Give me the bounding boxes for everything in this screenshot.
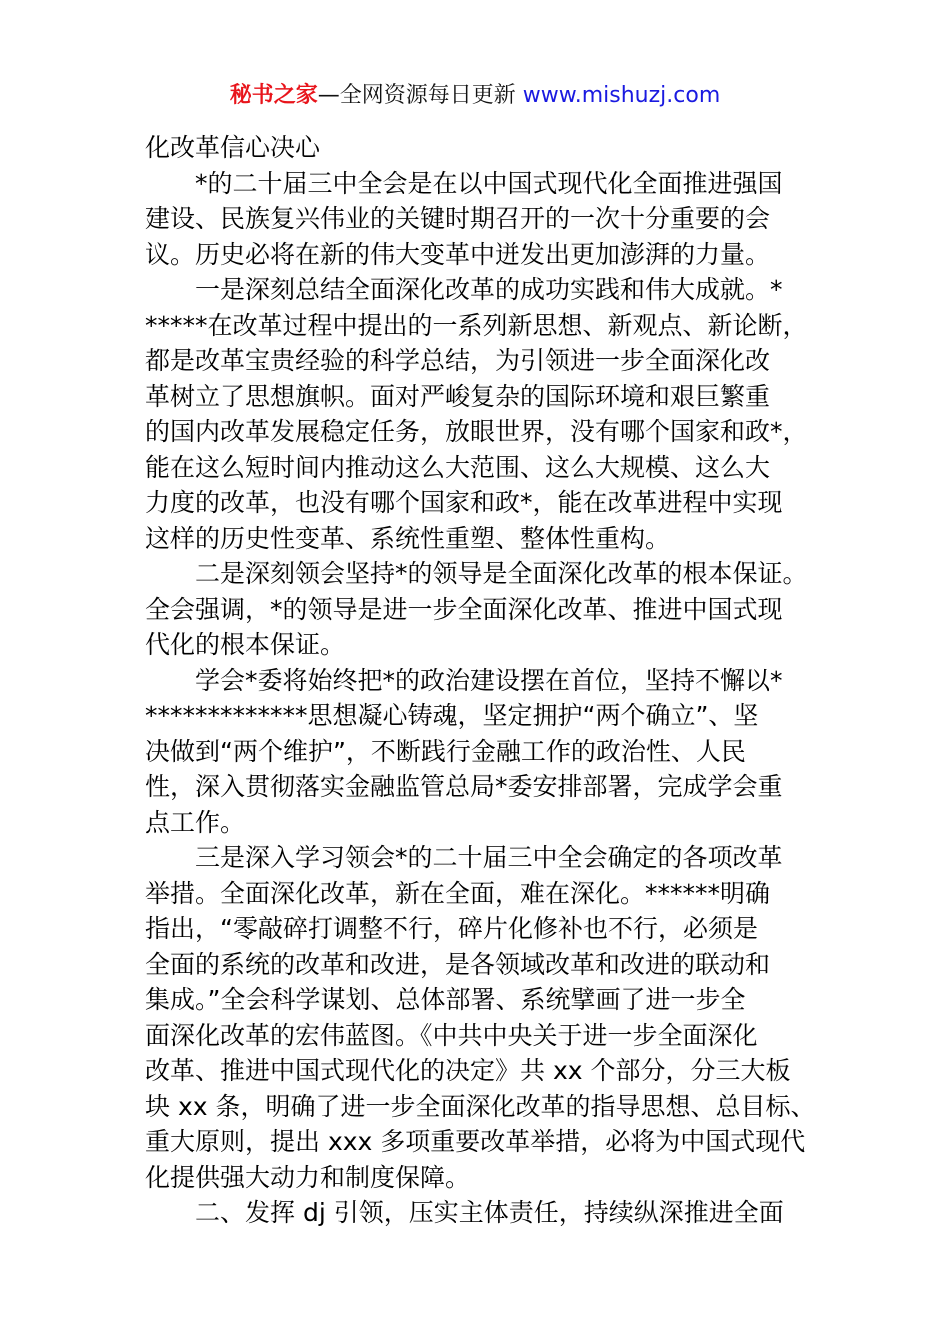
- site-tagline: —全网资源每日更新: [317, 83, 523, 108]
- text-line: 的国内改革发展稳定任务，放眼世界，没有哪个国家和政*，: [145, 417, 808, 446]
- text-line: *****在改革过程中提出的一系列新思想、新观点、新论断，: [145, 310, 808, 340]
- text-line: 集成。”全会科学谋划、总体部署、系统擘画了进一步全: [145, 985, 746, 1014]
- text-line: 块 xx 条，明确了进一步全面深化改革的指导思想、总目标、: [145, 1091, 816, 1121]
- text-line: 改革、推进中国式现代化的决定》共 xx 个部分，分三大板: [145, 1056, 791, 1085]
- paragraph-first-line: 二、发挥 dj 引领，压实主体责任，持续纵深推进全面: [195, 1198, 784, 1227]
- text-line: 性，深入贯彻落实金融监管总局*委安排部署，完成学会重: [145, 772, 783, 801]
- site-brand: 秘书之家: [229, 83, 318, 108]
- text-line: 举措。全面深化改革，新在全面，难在深化。******明确: [145, 878, 771, 908]
- text-line: 能在这么短时间内推动这么大范围、这么大规模、这么大: [145, 452, 771, 482]
- document-body: [145, 130, 816, 1231]
- text-line: 全面的系统的改革和改进，是各领域改革和改进的联动和: [145, 949, 771, 979]
- text-line: 化改革信心决心: [145, 133, 321, 162]
- text-line: 都是改革宝贵经验的科学总结，为引领进一步全面深化改: [145, 346, 771, 375]
- text-line: 代化的根本保证。: [145, 630, 346, 659]
- paragraph-first-line: 一是深刻总结全面深化改革的成功实践和伟大成就。*: [195, 275, 783, 304]
- site-url-link[interactable]: www.mishuzj.com: [522, 83, 721, 108]
- site-header: [0, 80, 950, 112]
- text-line: 革树立了思想旗帜。面对严峻复杂的国际环境和艰巨繁重: [145, 381, 771, 411]
- text-line: 力度的改革，也没有哪个国家和政*，能在改革进程中实现: [145, 488, 783, 517]
- paragraph-first-line: 二是深刻领会坚持*的领导是全面深化改革的根本保证。: [195, 559, 808, 588]
- text-line: 全会强调，*的领导是进一步全面深化改革、推进中国式现: [145, 594, 783, 624]
- text-line: 点工作。: [145, 807, 246, 837]
- text-line: 建设、民族复兴伟业的关键时期召开的一次十分重要的会: [145, 204, 771, 233]
- text-line: 化提供强大动力和制度保障。: [145, 1162, 471, 1192]
- text-line: 议。历史必将在新的伟大变革中迸发出更加澎湃的力量。: [145, 239, 771, 269]
- paragraph-first-line: 三是深入学习领会*的二十届三中全会确定的各项改革: [195, 843, 783, 872]
- text-line: 面深化改革的宏伟蓝图。《中共中央关于进一步全面深化: [145, 1020, 758, 1050]
- text-line: 这样的历史性变革、系统性重塑、整体性重构。: [145, 523, 671, 553]
- text-line: 指出，“零敲碎打调整不行，碎片化修补也不行，必须是: [145, 914, 758, 943]
- text-line: *************思想凝心铸魂，坚定拥护“两个确立”、坚: [145, 701, 759, 730]
- paragraph-first-line: *的二十届三中全会是在以中国式现代化全面推进强国: [195, 168, 783, 198]
- text-line: 重大原则，提出 xxx 多项重要改革举措，必将为中国式现代: [145, 1127, 806, 1156]
- paragraph-first-line: 学会*委将始终把*的政治建设摆在首位，坚持不懈以*: [195, 665, 783, 695]
- text-line: 决做到“两个维护”，不断践行金融工作的政治性、人民: [145, 736, 746, 766]
